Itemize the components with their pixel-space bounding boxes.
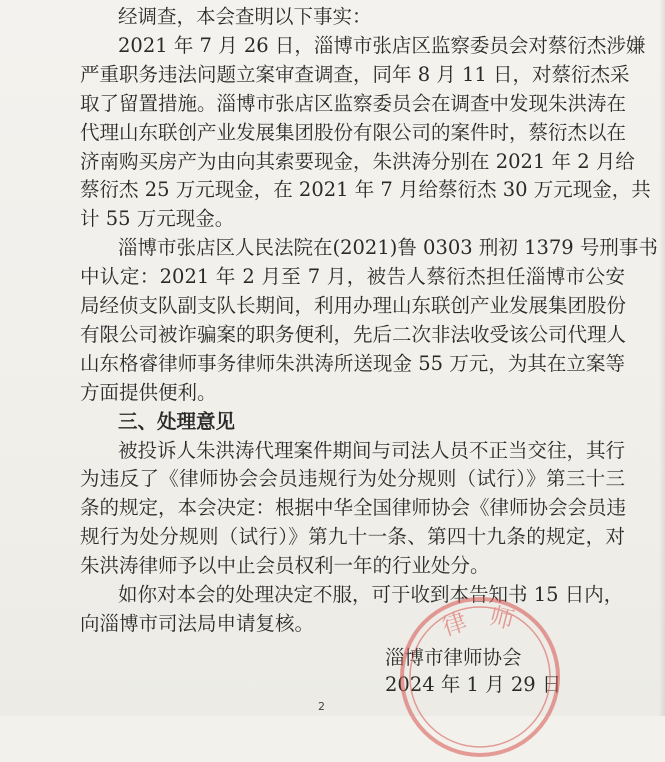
signature-date: 2024 年 1 月 29 日	[385, 673, 562, 696]
text-line: 被投诉人朱洪涛代理案件期间与司法人员不正当交往，其行	[118, 438, 626, 462]
text-line: 淄博市张店区人民法院在(2021)鲁 0303 刑初 1379 号刑事书	[118, 236, 658, 260]
text-line: 蔡衍杰 25 万元现金，在 2021 年 7 月给蔡衍杰 30 万元现金，共	[80, 178, 651, 202]
seal-char: 律	[438, 607, 471, 642]
text-line: 规行为处分规则（试行）》第九十一条、第四十九条的规定，对	[80, 525, 625, 549]
text-line: 经调查，本会查明以下事实：	[118, 5, 372, 28]
section-heading: 三、处理意见	[118, 409, 236, 433]
text-line: 为违反了《律师协会会员违规行为处分规则（试行）》第三十三	[80, 467, 625, 491]
seal-stamp	[395, 592, 565, 762]
text-line: 严重职务违法问题立案审查调查，同年 8 月 11 日，对蔡衍杰采	[80, 62, 630, 86]
seal-char: 师	[486, 601, 517, 635]
text-line: 如你对本会的处理决定不服，可于收到本告知书 15 日内，	[118, 583, 624, 606]
text-line: 取了留置措施。淄博市张店区监察委员会在调查中发现朱洪涛在	[80, 91, 627, 115]
text-line: 方面提供便利。	[80, 380, 217, 404]
text-line: 计 55 万元现金。	[80, 207, 235, 231]
page-edge-shadow	[659, 0, 665, 716]
signature-org: 淄博市律师协会	[385, 646, 522, 669]
text-line: 代理山东联创产业发展集团股份有限公司的案件时，蔡衍杰以在	[80, 120, 627, 144]
page-number: 2	[318, 700, 325, 713]
text-line: 山东格睿律师事务律师朱洪涛所送现金 55 万元，为其在立案等	[80, 351, 625, 375]
text-line: 中认定：2021 年 2 月至 7 月，被告人蔡衍杰担任淄博市公安	[80, 265, 625, 289]
text-line: 有限公司被诈骗案的职务便利，先后二次非法收受该公司代理人	[80, 322, 627, 346]
text-line: 条的规定，本会决定：根据中华全国律师协会《律师协会会员违	[80, 496, 627, 520]
text-line: 2021 年 7 月 26 日，淄博市张店区监察委员会对蔡衍杰涉嫌	[118, 33, 646, 57]
text-line: 济南购买房产为由向其索要现金，朱洪涛分别在 2021 年 2 月给	[80, 149, 635, 173]
text-line: 向淄博市司法局申请复核。	[80, 611, 315, 635]
text-line: 朱洪涛律师予以中止会员权利一年的行业处分。	[80, 554, 490, 578]
text-line: 局经侦支队副支队长期间，利用办理山东联创产业发展集团股份	[80, 294, 627, 317]
